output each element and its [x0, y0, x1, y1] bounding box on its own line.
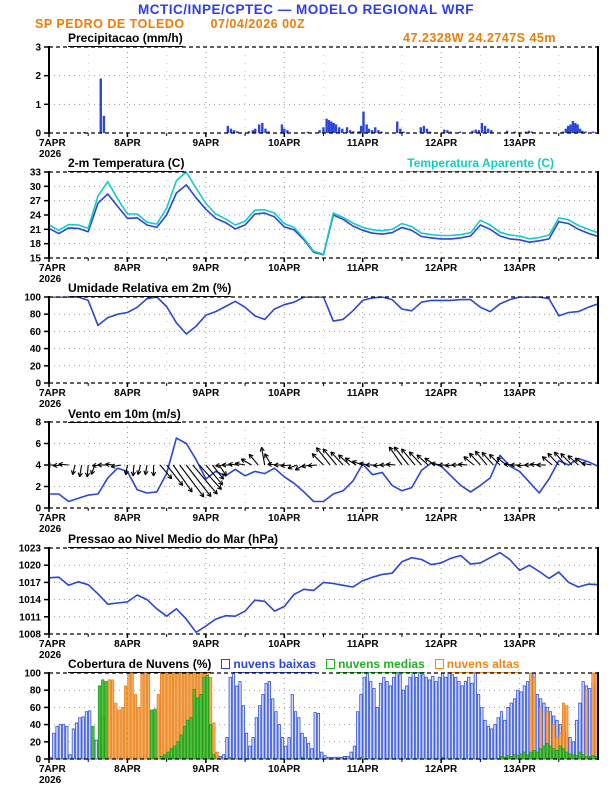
- svg-text:10APR: 10APR: [268, 138, 301, 149]
- svg-text:1011: 1011: [19, 612, 41, 624]
- svg-text:60: 60: [29, 702, 41, 714]
- svg-text:11APR: 11APR: [346, 138, 379, 149]
- svg-text:2026: 2026: [39, 274, 62, 285]
- svg-text:40: 40: [29, 344, 41, 356]
- legend-mid-clouds: nuvens medias: [326, 657, 425, 671]
- svg-text:12APR: 12APR: [425, 138, 458, 149]
- svg-text:8: 8: [35, 417, 41, 429]
- svg-text:10APR: 10APR: [268, 764, 301, 775]
- svg-text:100: 100: [24, 292, 41, 304]
- svg-text:4: 4: [35, 460, 41, 472]
- svg-text:3: 3: [35, 42, 41, 54]
- humidity-chart: [0, 292, 612, 411]
- svg-text:18: 18: [29, 239, 41, 251]
- svg-text:7APR: 7APR: [39, 764, 66, 775]
- station-name: SP PEDRO DE TOLEDO: [35, 17, 185, 31]
- svg-text:11APR: 11APR: [346, 263, 379, 274]
- svg-text:2: 2: [35, 71, 41, 83]
- svg-text:12APR: 12APR: [425, 639, 458, 650]
- precipitation-chart: [0, 42, 612, 161]
- panel-title-wind: Vento em 10m (m/s): [68, 407, 181, 421]
- svg-text:0: 0: [35, 378, 41, 390]
- svg-text:11APR: 11APR: [346, 513, 379, 524]
- svg-text:27: 27: [29, 196, 41, 208]
- svg-text:11APR: 11APR: [346, 639, 379, 650]
- cloud-cover-chart: [0, 668, 612, 787]
- temperature-chart: [0, 167, 612, 286]
- svg-text:13APR: 13APR: [503, 764, 536, 775]
- svg-text:11APR: 11APR: [346, 388, 379, 399]
- svg-text:1: 1: [35, 99, 41, 111]
- svg-text:12APR: 12APR: [425, 388, 458, 399]
- svg-text:7APR: 7APR: [39, 388, 66, 399]
- svg-text:2026: 2026: [39, 650, 62, 661]
- svg-text:15: 15: [29, 253, 41, 265]
- wind-chart: [0, 417, 612, 536]
- svg-text:8APR: 8APR: [114, 513, 141, 524]
- station-coordinates: 47.2328W 24.2747S 45m: [403, 31, 556, 45]
- svg-text:80: 80: [29, 685, 41, 697]
- svg-text:1023: 1023: [18, 543, 41, 555]
- run-datetime: 07/04/2026 00Z: [210, 17, 306, 31]
- svg-text:11APR: 11APR: [346, 764, 379, 775]
- svg-text:8APR: 8APR: [114, 764, 141, 775]
- svg-text:13APR: 13APR: [503, 639, 536, 650]
- svg-text:2026: 2026: [39, 399, 62, 410]
- svg-text:24: 24: [29, 210, 41, 222]
- svg-text:0: 0: [35, 754, 41, 766]
- svg-text:9APR: 9APR: [192, 263, 220, 274]
- svg-text:10APR: 10APR: [268, 639, 301, 650]
- svg-text:1008: 1008: [18, 629, 41, 641]
- svg-text:100: 100: [24, 668, 41, 680]
- svg-text:7APR: 7APR: [39, 263, 66, 274]
- legend-low-clouds: nuvens baixas: [221, 657, 316, 671]
- svg-text:12APR: 12APR: [425, 263, 458, 274]
- svg-text:13APR: 13APR: [503, 513, 536, 524]
- svg-text:9APR: 9APR: [192, 388, 220, 399]
- svg-text:9APR: 9APR: [192, 764, 220, 775]
- svg-text:13APR: 13APR: [503, 263, 536, 274]
- svg-text:9APR: 9APR: [192, 639, 220, 650]
- svg-text:8APR: 8APR: [114, 639, 141, 650]
- svg-text:8APR: 8APR: [114, 138, 141, 149]
- svg-text:10APR: 10APR: [268, 263, 301, 274]
- svg-text:60: 60: [29, 326, 41, 338]
- svg-text:2026: 2026: [39, 775, 62, 786]
- svg-text:7APR: 7APR: [39, 513, 66, 524]
- svg-text:13APR: 13APR: [503, 138, 536, 149]
- svg-text:1014: 1014: [18, 595, 41, 607]
- svg-text:7APR: 7APR: [39, 138, 66, 149]
- pressure-chart: [0, 543, 612, 662]
- svg-text:0: 0: [35, 503, 41, 515]
- panel-title-temp: 2-m Temperatura (C): [68, 156, 185, 170]
- svg-text:30: 30: [29, 181, 41, 193]
- svg-text:13APR: 13APR: [503, 388, 536, 399]
- svg-text:20: 20: [29, 361, 41, 373]
- svg-text:12APR: 12APR: [425, 513, 458, 524]
- panel-title-precip: Precipitacao (mm/h): [68, 31, 183, 45]
- station-run-line: [35, 17, 305, 31]
- svg-text:1020: 1020: [18, 560, 41, 572]
- svg-text:6: 6: [35, 439, 41, 450]
- svg-text:33: 33: [29, 167, 41, 179]
- svg-text:8APR: 8APR: [114, 263, 141, 274]
- panel-title-clouds: Cobertura de Nuvens (%) nuvens baixas nuvens medias nuvens altas: [68, 657, 520, 671]
- svg-text:40: 40: [29, 720, 41, 732]
- model-title: MCTIC/INPE/CPTEC — MODELO REGIONAL WRF: [138, 2, 474, 17]
- svg-text:8APR: 8APR: [114, 388, 141, 399]
- svg-text:2026: 2026: [39, 524, 62, 535]
- svg-text:2026: 2026: [39, 149, 62, 160]
- panel-title-pressure: Pressao ao Nivel Medio do Mar (hPa): [68, 532, 279, 546]
- legend-apparent-temp: Temperatura Aparente (C): [407, 156, 554, 170]
- svg-text:1017: 1017: [18, 577, 41, 589]
- svg-text:9APR: 9APR: [192, 513, 220, 524]
- svg-text:0: 0: [35, 128, 41, 140]
- svg-text:20: 20: [29, 737, 41, 749]
- svg-text:2: 2: [35, 482, 41, 493]
- svg-text:10APR: 10APR: [268, 513, 301, 524]
- svg-text:10APR: 10APR: [268, 388, 301, 399]
- panel-title-humidity: Umidade Relativa em 2m (%): [68, 281, 232, 295]
- svg-text:21: 21: [29, 224, 41, 236]
- svg-text:7APR: 7APR: [39, 639, 66, 650]
- svg-text:80: 80: [29, 309, 41, 321]
- svg-text:12APR: 12APR: [425, 764, 458, 775]
- legend-high-clouds: nuvens altas: [435, 657, 520, 671]
- svg-text:9APR: 9APR: [192, 138, 220, 149]
